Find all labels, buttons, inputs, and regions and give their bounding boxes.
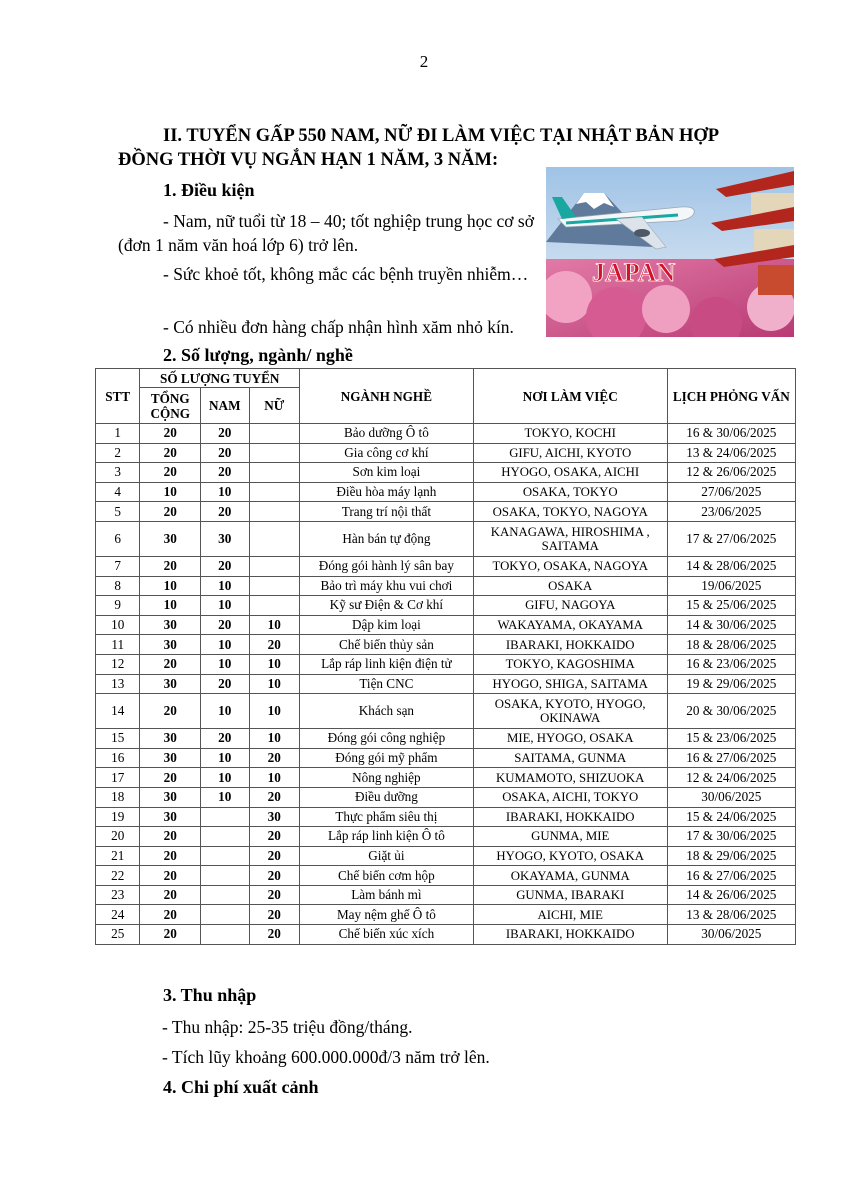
table-row	[96, 556, 796, 576]
row-place: TOKYO, KOCHI	[473, 424, 667, 444]
row-male: 20	[201, 729, 249, 749]
row-total: 30	[140, 748, 201, 768]
row-total: 20	[140, 885, 201, 905]
row-female	[249, 521, 300, 556]
row-female	[249, 463, 300, 483]
row-stt: 13	[96, 674, 140, 694]
row-place: IBARAKI, HOKKAIDO	[473, 807, 667, 827]
row-male: 20	[201, 463, 249, 483]
row-stt: 9	[96, 596, 140, 616]
recruitment-table	[95, 368, 796, 945]
row-interview: 19/06/2025	[667, 576, 795, 596]
table-row	[96, 443, 796, 463]
section-title: II. TUYỂN GẤP 550 NAM, NỮ ĐI LÀM VIỆC TẠI NHẬT BẢN HỢP ĐỒNG THỜI VỤ NGẮN HẠN 1 NĂM, 3 NĂM:	[118, 126, 719, 170]
table-row	[96, 654, 796, 674]
row-job: Làm bánh mì	[300, 885, 474, 905]
table-row	[96, 729, 796, 749]
row-place: OSAKA, KYOTO, HYOGO, OKINAWA	[473, 694, 667, 729]
row-interview: 15 & 25/06/2025	[667, 596, 795, 616]
table-row	[96, 463, 796, 483]
row-male: 10	[201, 482, 249, 502]
row-total: 30	[140, 615, 201, 635]
row-total: 20	[140, 424, 201, 444]
row-place: IBARAKI, HOKKAIDO	[473, 925, 667, 945]
row-job: Kỹ sư Điện & Cơ khí	[300, 596, 474, 616]
row-stt: 14	[96, 694, 140, 729]
row-male: 30	[201, 521, 249, 556]
table-row	[96, 846, 796, 866]
row-male: 20	[201, 556, 249, 576]
table-row	[96, 674, 796, 694]
row-interview: 12 & 24/06/2025	[667, 768, 795, 788]
row-stt: 11	[96, 635, 140, 655]
row-interview: 14 & 30/06/2025	[667, 615, 795, 635]
header-interview: LỊCH PHỎNG VẤN	[667, 369, 795, 424]
row-job: Chế biến thủy sản	[300, 635, 474, 655]
row-job: Giặt ủi	[300, 846, 474, 866]
row-place: KANAGAWA, HIROSHIMA , SAITAMA	[473, 521, 667, 556]
row-place: OKAYAMA, GUNMA	[473, 866, 667, 886]
row-total: 20	[140, 654, 201, 674]
row-interview: 16 & 23/06/2025	[667, 654, 795, 674]
row-job: Tiện CNC	[300, 674, 474, 694]
table-row	[96, 866, 796, 886]
banner-title: JAPAN	[592, 258, 676, 287]
row-interview: 12 & 26/06/2025	[667, 463, 795, 483]
row-total: 10	[140, 596, 201, 616]
row-job: Bảo dưỡng Ô tô	[300, 424, 474, 444]
row-female: 10	[249, 729, 300, 749]
row-job: Thực phẩm siêu thị	[300, 807, 474, 827]
row-interview: 13 & 24/06/2025	[667, 443, 795, 463]
row-interview: 14 & 28/06/2025	[667, 556, 795, 576]
row-stt: 18	[96, 787, 140, 807]
row-job: Sơn kim loại	[300, 463, 474, 483]
row-interview: 23/06/2025	[667, 502, 795, 522]
condition-tattoo: - Có nhiều đơn hàng chấp nhận hình xăm nhỏ kín.	[163, 317, 514, 337]
row-male: 10	[201, 694, 249, 729]
header-female: NỮ	[249, 388, 300, 424]
table-row	[96, 635, 796, 655]
row-total: 20	[140, 905, 201, 925]
row-male: 10	[201, 748, 249, 768]
row-place: KUMAMOTO, SHIZUOKA	[473, 768, 667, 788]
row-male	[201, 807, 249, 827]
row-place: HYOGO, KYOTO, OSAKA	[473, 846, 667, 866]
row-total: 20	[140, 502, 201, 522]
row-job: Gia công cơ khí	[300, 443, 474, 463]
row-interview: 15 & 23/06/2025	[667, 729, 795, 749]
row-female	[249, 482, 300, 502]
table-row	[96, 482, 796, 502]
row-place: MIE, HYOGO, OSAKA	[473, 729, 667, 749]
row-female: 20	[249, 925, 300, 945]
row-stt: 22	[96, 866, 140, 886]
row-male: 20	[201, 674, 249, 694]
row-stt: 8	[96, 576, 140, 596]
row-total: 20	[140, 866, 201, 886]
header-male: NAM	[201, 388, 249, 424]
row-female: 10	[249, 615, 300, 635]
row-job: Trang trí nội thất	[300, 502, 474, 522]
row-male: 10	[201, 787, 249, 807]
row-interview: 27/06/2025	[667, 482, 795, 502]
row-interview: 16 & 27/06/2025	[667, 866, 795, 886]
row-job: Đóng gói mỹ phẩm	[300, 748, 474, 768]
row-female: 20	[249, 846, 300, 866]
condition-health: - Sức khoẻ tốt, không mắc các bệnh truyền nhiễm…	[163, 264, 529, 284]
row-stt: 10	[96, 615, 140, 635]
row-interview: 18 & 28/06/2025	[667, 635, 795, 655]
row-place: HYOGO, SHIGA, SAITAMA	[473, 674, 667, 694]
row-female: 20	[249, 787, 300, 807]
row-total: 30	[140, 635, 201, 655]
row-place: HYOGO, OSAKA, AICHI	[473, 463, 667, 483]
row-male: 10	[201, 596, 249, 616]
row-job: Đóng gói hành lý sân bay	[300, 556, 474, 576]
row-job: May nệm ghế Ô tô	[300, 905, 474, 925]
row-stt: 3	[96, 463, 140, 483]
row-interview: 17 & 30/06/2025	[667, 827, 795, 847]
row-male: 10	[201, 635, 249, 655]
row-stt: 16	[96, 748, 140, 768]
row-place: OSAKA, TOKYO	[473, 482, 667, 502]
row-female: 10	[249, 768, 300, 788]
row-stt: 25	[96, 925, 140, 945]
row-female: 20	[249, 885, 300, 905]
row-male: 20	[201, 502, 249, 522]
table-row	[96, 615, 796, 635]
row-stt: 6	[96, 521, 140, 556]
row-interview: 16 & 27/06/2025	[667, 748, 795, 768]
table-row	[96, 787, 796, 807]
row-job: Hàn bán tự động	[300, 521, 474, 556]
table-row	[96, 925, 796, 945]
row-male	[201, 905, 249, 925]
japan-banner-image	[546, 167, 794, 337]
row-total: 20	[140, 463, 201, 483]
row-stt: 24	[96, 905, 140, 925]
row-place: OSAKA, TOKYO, NAGOYA	[473, 502, 667, 522]
row-place: TOKYO, KAGOSHIMA	[473, 654, 667, 674]
row-job: Chế biến xúc xích	[300, 925, 474, 945]
row-male: 20	[201, 615, 249, 635]
row-interview: 30/06/2025	[667, 787, 795, 807]
table-row	[96, 694, 796, 729]
table-row	[96, 885, 796, 905]
row-male	[201, 885, 249, 905]
page-number: 2	[419, 52, 429, 71]
header-total: TỔNG CỘNG	[140, 388, 201, 424]
row-male	[201, 846, 249, 866]
row-total: 30	[140, 807, 201, 827]
table-row	[96, 596, 796, 616]
row-male: 10	[201, 576, 249, 596]
row-job: Điều hòa máy lạnh	[300, 482, 474, 502]
row-total: 20	[140, 827, 201, 847]
row-female	[249, 596, 300, 616]
row-total: 20	[140, 556, 201, 576]
table-row	[96, 905, 796, 925]
row-job: Bảo trì máy khu vui chơi	[300, 576, 474, 596]
row-female: 20	[249, 748, 300, 768]
row-interview: 19 & 29/06/2025	[667, 674, 795, 694]
row-total: 20	[140, 694, 201, 729]
row-male: 10	[201, 654, 249, 674]
row-interview: 13 & 28/06/2025	[667, 905, 795, 925]
header-stt: STT	[96, 369, 140, 424]
row-stt: 4	[96, 482, 140, 502]
row-stt: 12	[96, 654, 140, 674]
row-place: OSAKA	[473, 576, 667, 596]
row-total: 20	[140, 443, 201, 463]
table-row	[96, 424, 796, 444]
table-row	[96, 521, 796, 556]
row-female: 10	[249, 674, 300, 694]
row-place: OSAKA, AICHI, TOKYO	[473, 787, 667, 807]
row-stt: 21	[96, 846, 140, 866]
income-savings: - Tích lũy khoảng 600.000.000đ/3 năm trở lên.	[162, 1047, 490, 1067]
row-female: 20	[249, 635, 300, 655]
row-stt: 19	[96, 807, 140, 827]
table-row	[96, 768, 796, 788]
row-stt: 17	[96, 768, 140, 788]
table-row	[96, 748, 796, 768]
row-place: GIFU, AICHI, KYOTO	[473, 443, 667, 463]
header-job: NGÀNH NGHỀ	[300, 369, 474, 424]
row-interview: 18 & 29/06/2025	[667, 846, 795, 866]
row-female	[249, 424, 300, 444]
row-interview: 14 & 26/06/2025	[667, 885, 795, 905]
recruitment-table-body	[96, 424, 796, 945]
row-place: AICHI, MIE	[473, 905, 667, 925]
row-job: Dập kim loại	[300, 615, 474, 635]
row-place: IBARAKI, HOKKAIDO	[473, 635, 667, 655]
row-male	[201, 866, 249, 886]
row-total: 20	[140, 846, 201, 866]
row-male	[201, 827, 249, 847]
row-stt: 23	[96, 885, 140, 905]
row-female: 20	[249, 866, 300, 886]
row-stt: 5	[96, 502, 140, 522]
row-male	[201, 925, 249, 945]
row-female: 10	[249, 694, 300, 729]
row-place: GUNMA, IBARAKI	[473, 885, 667, 905]
row-stt: 7	[96, 556, 140, 576]
row-job: Khách sạn	[300, 694, 474, 729]
row-stt: 1	[96, 424, 140, 444]
row-job: Lắp ráp linh kiện điện tử	[300, 654, 474, 674]
table-row	[96, 502, 796, 522]
row-interview: 20 & 30/06/2025	[667, 694, 795, 729]
row-female	[249, 556, 300, 576]
row-interview: 30/06/2025	[667, 925, 795, 945]
costs-heading: 4. Chi phí xuất cảnh	[163, 1077, 319, 1097]
row-job: Chế biến cơm hộp	[300, 866, 474, 886]
row-job: Lắp ráp linh kiện Ô tô	[300, 827, 474, 847]
row-total: 10	[140, 576, 201, 596]
row-female	[249, 576, 300, 596]
income-heading: 3. Thu nhập	[163, 985, 257, 1005]
table-row	[96, 807, 796, 827]
row-male: 10	[201, 768, 249, 788]
row-male: 20	[201, 424, 249, 444]
row-place: GUNMA, MIE	[473, 827, 667, 847]
table-row	[96, 827, 796, 847]
row-total: 20	[140, 925, 201, 945]
row-total: 30	[140, 729, 201, 749]
row-total: 30	[140, 787, 201, 807]
table-row	[96, 576, 796, 596]
row-stt: 15	[96, 729, 140, 749]
condition-age-education: - Nam, nữ tuổi từ 18 – 40; tốt nghiệp trung học cơ sở (đơn 1 năm văn hoá lớp 6) trở lên.	[118, 211, 534, 255]
row-female: 30	[249, 807, 300, 827]
row-place: SAITAMA, GUNMA	[473, 748, 667, 768]
row-female: 20	[249, 905, 300, 925]
row-interview: 16 & 30/06/2025	[667, 424, 795, 444]
row-total: 30	[140, 521, 201, 556]
row-female: 20	[249, 827, 300, 847]
row-total: 20	[140, 768, 201, 788]
row-interview: 15 & 24/06/2025	[667, 807, 795, 827]
row-place: GIFU, NAGOYA	[473, 596, 667, 616]
row-stt: 2	[96, 443, 140, 463]
row-place: WAKAYAMA, OKAYAMA	[473, 615, 667, 635]
row-female: 10	[249, 654, 300, 674]
row-stt: 20	[96, 827, 140, 847]
row-job: Điều dưỡng	[300, 787, 474, 807]
row-female	[249, 502, 300, 522]
header-place: NƠI LÀM VIỆC	[473, 369, 667, 424]
row-total: 10	[140, 482, 201, 502]
row-male: 20	[201, 443, 249, 463]
income-monthly: - Thu nhập: 25-35 triệu đồng/tháng.	[162, 1017, 413, 1037]
header-quantity-group: SỐ LƯỢNG TUYỂN	[140, 369, 300, 388]
quantity-heading: 2. Số lượng, ngành/ nghề	[163, 345, 353, 365]
conditions-heading: 1. Điều kiện	[163, 180, 255, 200]
row-place: TOKYO, OSAKA, NAGOYA	[473, 556, 667, 576]
row-interview: 17 & 27/06/2025	[667, 521, 795, 556]
row-total: 30	[140, 674, 201, 694]
row-job: Nông nghiệp	[300, 768, 474, 788]
row-female	[249, 443, 300, 463]
row-job: Đóng gói công nghiệp	[300, 729, 474, 749]
